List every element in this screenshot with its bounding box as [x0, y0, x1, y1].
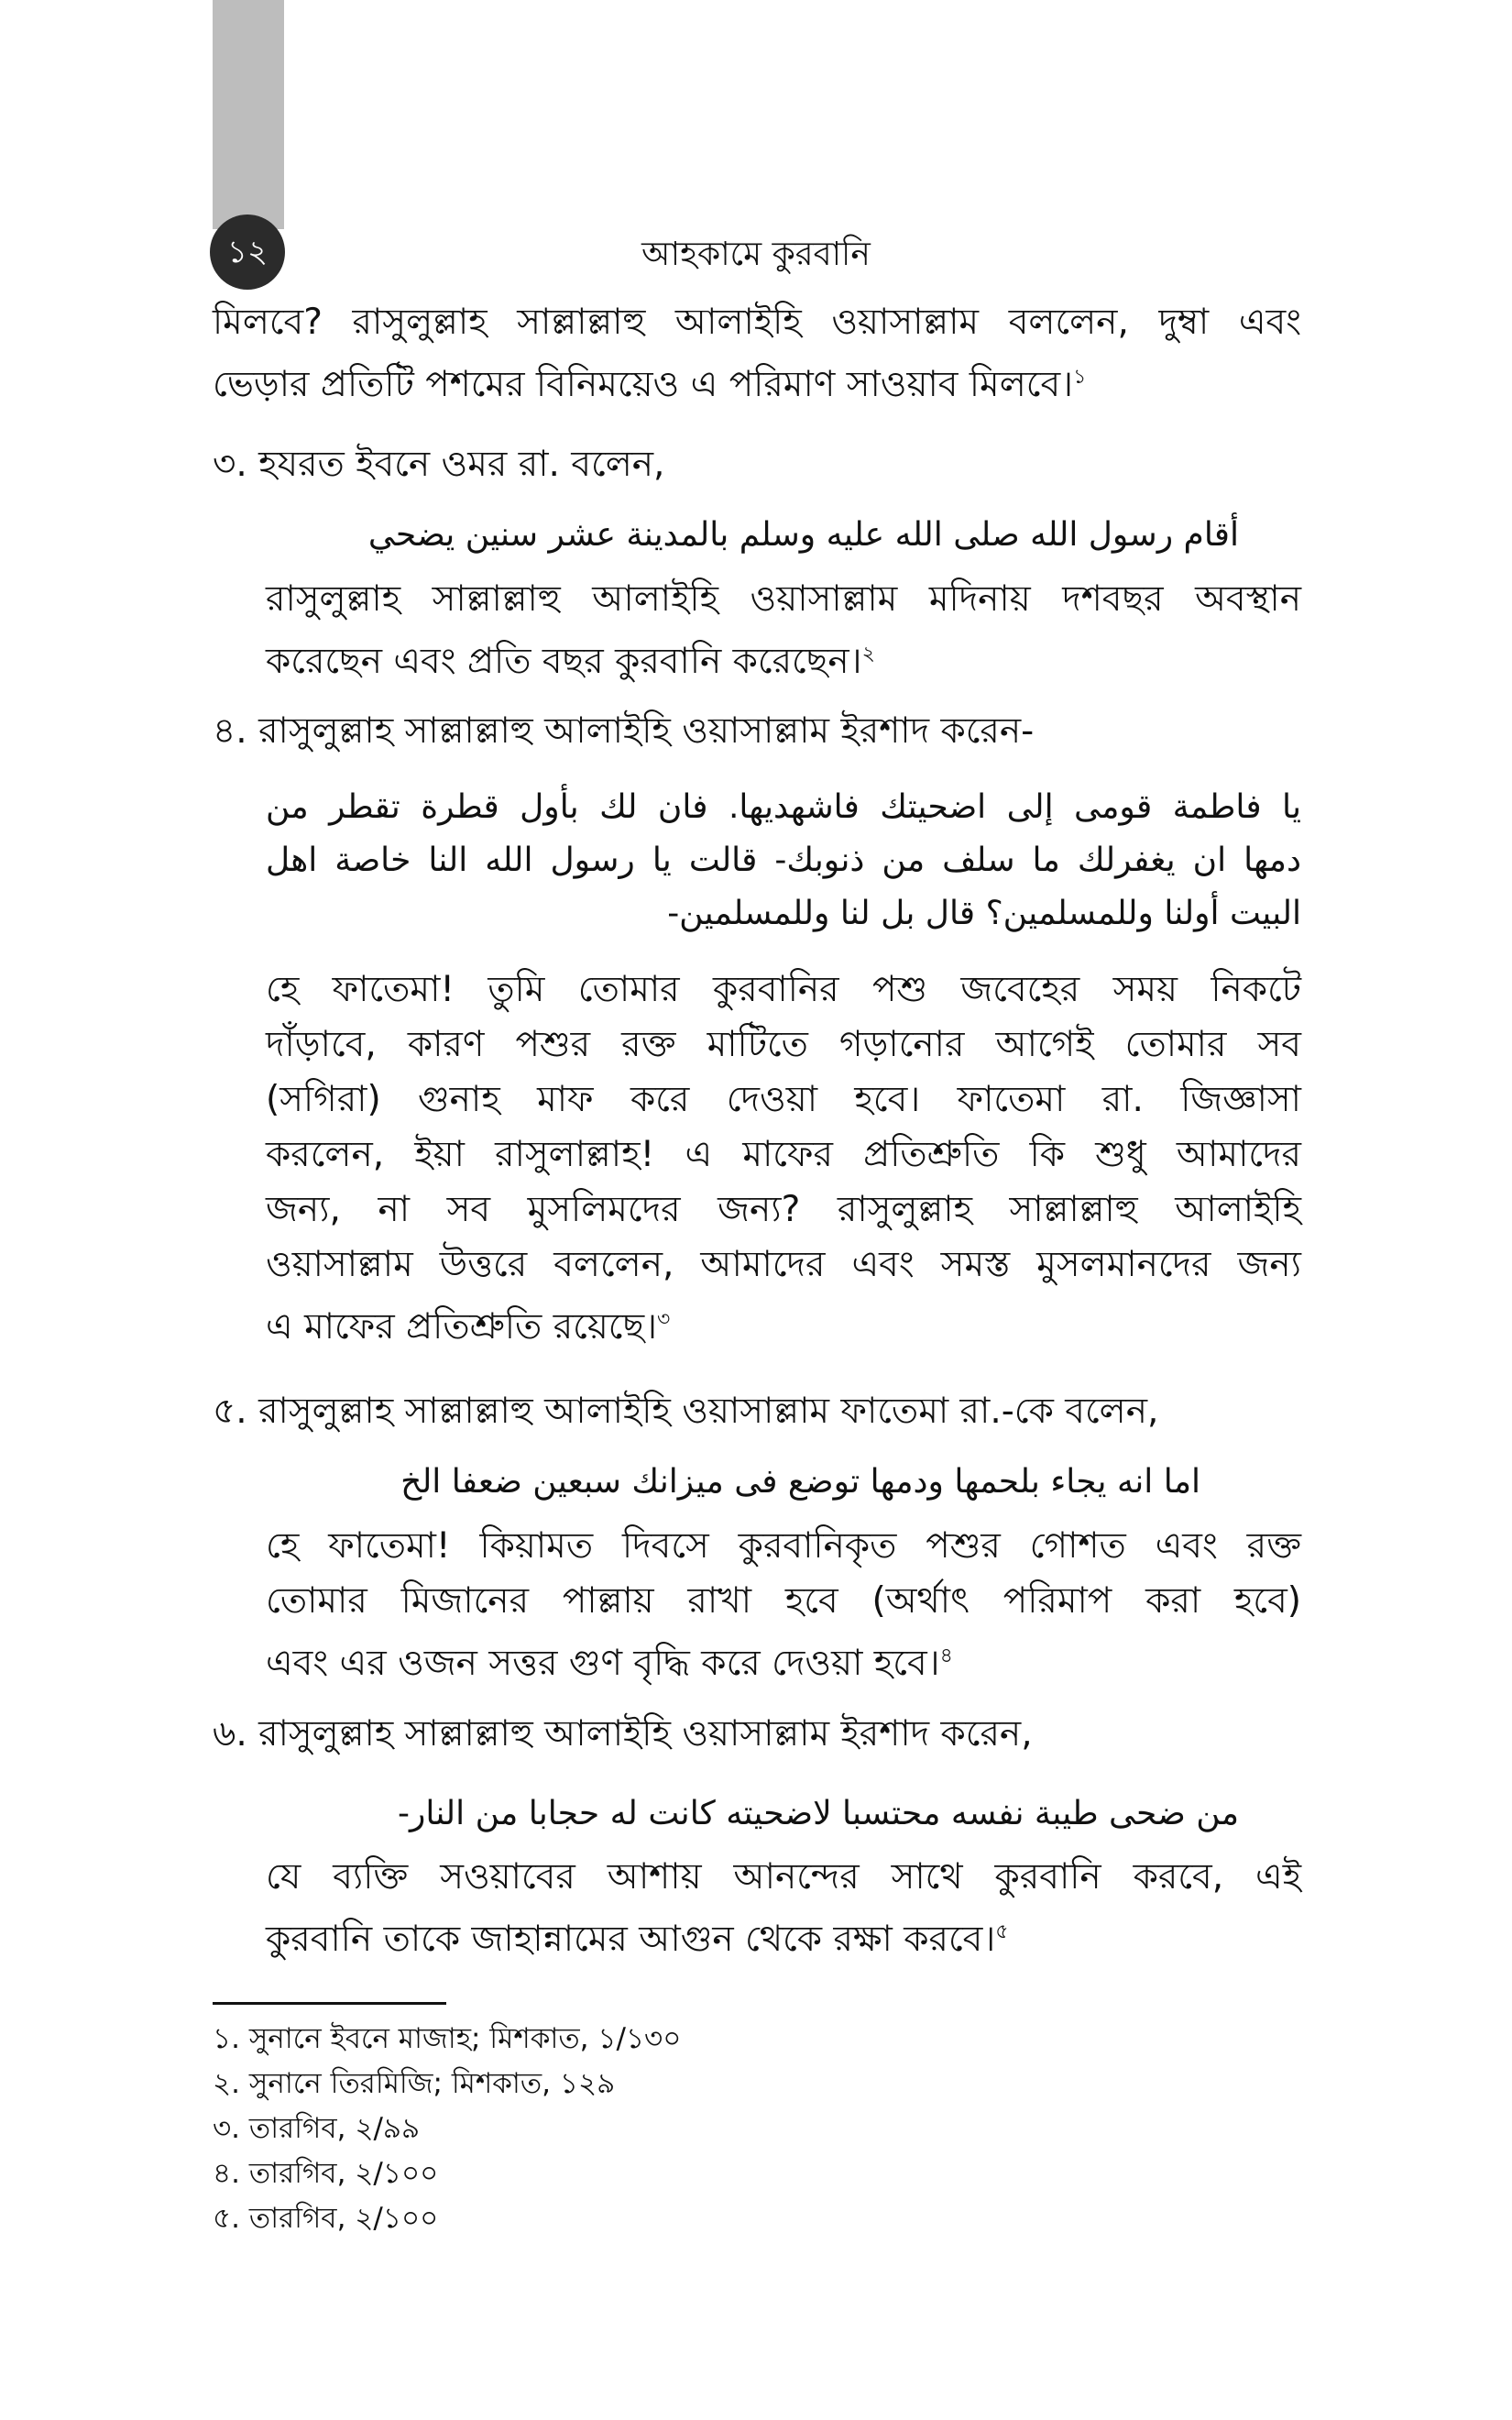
item-5-heading: ৫. রাসুলুল্লাহ সাল্লাল্লাহু আলাইহি ওয়াসাল্লাম ফাতেমা রা.-কে বলেন, — [213, 1391, 1159, 1432]
item-6-heading: ৬. রাসুলুল্লাহ সাল্লাল্লাহু আলাইহি ওয়াসাল্লাম ইরশাদ করেন, — [213, 1713, 1033, 1754]
item-4-arabic-line-2: دمها ان يغفرلك ما سلف من ذنوبك- قالت يا رسول الله النا خاصة اهل — [266, 842, 1301, 879]
item-3-line-2: করেছেন এবং প্রতি বছর কুরবানি করেছেন।$^২$ — [266, 641, 875, 682]
page-number-badge: ১২ — [210, 214, 285, 290]
item-4-arabic-line-1: يا فاطمة قومى إلى اضحيتك فاشهديها. فان لك بأول قطرة تقطر من — [266, 788, 1301, 826]
item-3-translation — [266, 572, 1301, 689]
running-header-title: আহকামে কুরবানি — [641, 236, 871, 273]
footnote-ref-3: ৩ — [657, 1308, 671, 1331]
footnote-item: ২. সুনানে তিরমিজি; মিশকাত, ১২৯ — [213, 2067, 616, 2100]
footnote-item: ৪. তারগিব, ২/১০০ — [213, 2157, 439, 2190]
item-4-arabic-line-3: البيت أولنا وللمسلمين؟ قال بل لنا وللمسلمين- — [667, 895, 1301, 932]
item-5-line-1: হে ফাতেমা! কিয়ামত দিবসে কুরবানিকৃত পশুর গোশত এবং রক্ত — [266, 1525, 1301, 1567]
footnote-ref-1: ১ — [1073, 366, 1087, 389]
footnote-ref-4: ৪ — [939, 1644, 953, 1667]
item-3-line-1: রাসুলুল্লাহ সাল্লাল্লাহু আলাইহি ওয়াসাল্লাম মদিনায় দশবছর অবস্থান — [266, 578, 1301, 620]
item-4-arabic-hadith — [266, 781, 1301, 940]
intro-line-2: ভেড়ার প্রতিটি পশমের বিনিময়েও এ পরিমাণ সাওয়াব মিলবে।$^১$ — [213, 364, 1087, 405]
item-4-line-6: ওয়াসাল্লাম উত্তরে বললেন, আমাদের এবং সমস্ত মুসলমানদের জন্য — [266, 1244, 1301, 1285]
page-tab-strip — [213, 0, 284, 229]
item-5-translation — [266, 1519, 1301, 1691]
item-3-heading: ৩. হযরত ইবনে ওমর রা. বলেন, — [213, 444, 665, 485]
item-4-line-2: দাঁড়াবে, কারণ পশুর রক্ত মাটিতে গড়ানোর আগেই তোমার সব — [266, 1024, 1301, 1065]
item-4-line-1: হে ফাতেমা! তুমি তোমার কুরবানির পশু জবেহের সময় নিকটে — [266, 969, 1301, 1010]
item-4-line-7: এ মাফের প্রতিশ্রুতি রয়েছে।$^৩$ — [266, 1306, 671, 1348]
item-6-line-2: কুরবানি তাকে জাহান্নামের আগুন থেকে রক্ষা করবে।$^৫$ — [266, 1919, 1009, 1960]
item-6-arabic-hadith: من ضحى طيبة نفسه محتسبا لاضحيته كانت له حجابا من النار- — [397, 1795, 1239, 1832]
intro-paragraph — [213, 295, 1301, 412]
intro-line-1: মিলবে? রাসুলুল্লাহ সাল্লাল্লাহু আলাইহি ওয়াসাল্লাম বললেন, দুম্বা এবং — [213, 302, 1301, 343]
item-4-line-4: করলেন, ইয়া রাসুলাল্লাহ! এ মাফের প্রতিশ্রুতি কি শুধু আমাদের — [266, 1134, 1301, 1175]
item-6-line-1: যে ব্যক্তি সওয়াবের আশায় আনন্দের সাথে কুরবানি করবে, এই — [266, 1856, 1301, 1898]
item-4-line-3: (সগিরা) গুনাহ মাফ করে দেওয়া হবে। ফাতেমা রা. জিজ্ঞাসা — [266, 1079, 1301, 1120]
item-4-line-5: জন্য, না সব মুসলিমদের জন্য? রাসুলুল্লাহ সাল্লাল্লাহু আলাইহি — [266, 1189, 1301, 1230]
footnote-item: ৩. তারগিব, ২/৯৯ — [213, 2112, 421, 2145]
item-4-heading: ৪. রাসুলুল্লাহ সাল্লাল্লাহু আলাইহি ওয়াসাল্লাম ইরশাদ করেন- — [213, 710, 1035, 752]
item-4-translation — [266, 962, 1301, 1355]
footnote-ref-2: ২ — [861, 643, 875, 666]
item-5-line-3: এবং এর ওজন সত্তর গুণ বৃদ্ধি করে দেওয়া হবে।$^৪$ — [266, 1643, 953, 1684]
footnote-ref-5: ৫ — [995, 1920, 1009, 1943]
footnotes — [213, 2017, 681, 2241]
item-5-arabic-hadith: اما انه يجاء بلحمها ودمها توضع فى ميزانك سبعين ضعفا الخ — [400, 1463, 1200, 1501]
item-3-arabic-hadith: أقام رسول الله صلى الله عليه وسلم بالمدينة عشر سنين يضحي — [367, 516, 1239, 554]
footnote-item: ১. সুনানে ইবনে মাজাহ; মিশকাত, ১/১৩০ — [213, 2022, 682, 2055]
footnote-item: ৫. তারগিব, ২/১০০ — [213, 2202, 439, 2235]
item-5-line-2: তোমার মিজানের পাল্লায় রাখা হবে (অর্থাৎ পরিমাপ করা হবে) — [266, 1580, 1301, 1622]
item-6-translation — [266, 1850, 1301, 1967]
footnote-divider — [213, 2002, 446, 2005]
